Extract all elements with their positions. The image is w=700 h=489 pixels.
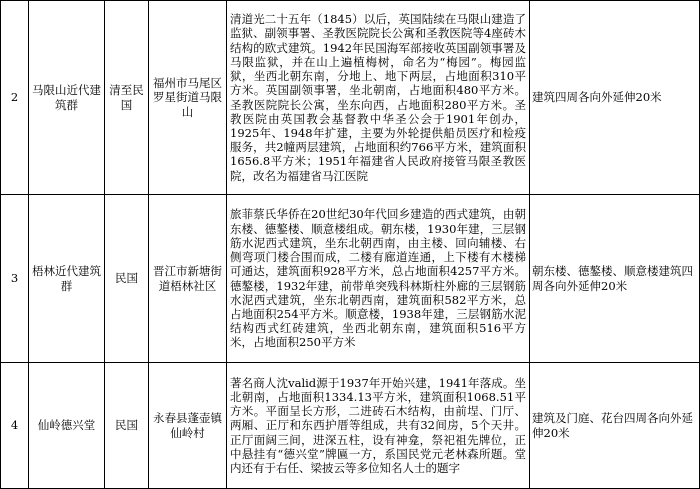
row-number: 2 <box>1 1 29 195</box>
site-era: 清至民国 <box>105 1 149 195</box>
table-row <box>1 195 700 363</box>
site-location: 福州市马尾区罗星街道马限山 <box>149 1 227 195</box>
table-row <box>1 363 700 489</box>
site-location: 永春县蓬壶镇仙岭村 <box>149 363 227 489</box>
site-description: 旅菲蔡氏华侨在20世纪30年代回乡建造的西式建筑，由朝东楼、德鏊楼、顺意楼组成。朝东楼，1930年建，三层钢筋水泥西式建筑，坐东北朝西南，由主楼、回向辅楼、右侧弯项门楼合围而成，二楼有廊道连通，上下楼有木楼梯可通达，建筑面积928平方米，总占地面积4257平方米。德鏊楼，1932年建，前带单突残科林斯柱外廊的三层钢筋水泥西式建筑，坐东北朝西南，建筑面积582平方米，总占地面积254平方米。顺意楼，1938年建，三层钢筋水泥结构西式红砖建筑，坐西北朝东南，建筑面积516平方米，占地面积250平方米 <box>227 195 530 363</box>
site-description: 清道光二十五年（1845）以后，英国陆续在马限山建造了监狱、副领事署、圣教医院院长公寓和圣教医院等4座砖木结构的欧式建筑。1942年民国海军部接收英国副领事署及马限监狱，并在山上遍植梅树，命名为“梅园”。梅园监狱，坐西北朝东南，分地上、地下两层，占地面积310平方米。英国副领事署，坐北朝南，占地面积480平方米。圣教医院院长公寓，坐东向西，占地面积280平方米。圣教医院由英国教会基督教中华圣公会于1901年创办，1925年、1948年扩建，主要为外轮提供船员医疗和检疫服务，共2幢两层建筑，占地面积约766平方米，建筑面积1656.8平方米；1951年福建省人民政府接管马限圣教医院，改名为福建省马江医院 <box>227 1 530 195</box>
row-number: 3 <box>1 195 29 363</box>
site-name: 马限山近代建筑群 <box>29 1 105 195</box>
site-name: 仙岭德兴堂 <box>29 363 105 489</box>
protection-scope: 建筑及门庭、花台四周各向外延伸20米 <box>530 363 700 489</box>
site-location: 晋江市新塘街道梧林社区 <box>149 195 227 363</box>
table-row <box>1 1 700 195</box>
site-era: 民国 <box>105 195 149 363</box>
site-era: 民国 <box>105 363 149 489</box>
protection-scope: 朝东楼、德鏊楼、顺意楼建筑四周各向外延伸20米 <box>530 195 700 363</box>
site-description: 著名商人沈valid源于1937年开始兴建，1941年落成。坐北朝南，占地面积1334.13平方米，建筑面积1068.51平方米。平面呈长方形，二进砖石木结构，由前埕、门厅、两厢、正厅和东西护厝等组成，共有32间房，5个天井。正厅面阔三间，进深五柱，设有神龛，祭祀祖先牌位，正中悬挂有“德兴堂”牌匾一方，系国民党元老林森所题。堂内还有于右任、梁披云等多位知名人士的题字 <box>227 363 530 489</box>
row-number: 4 <box>1 363 29 489</box>
protection-scope: 建筑四周各向外延伸20米 <box>530 1 700 195</box>
site-name: 梧林近代建筑群 <box>29 195 105 363</box>
